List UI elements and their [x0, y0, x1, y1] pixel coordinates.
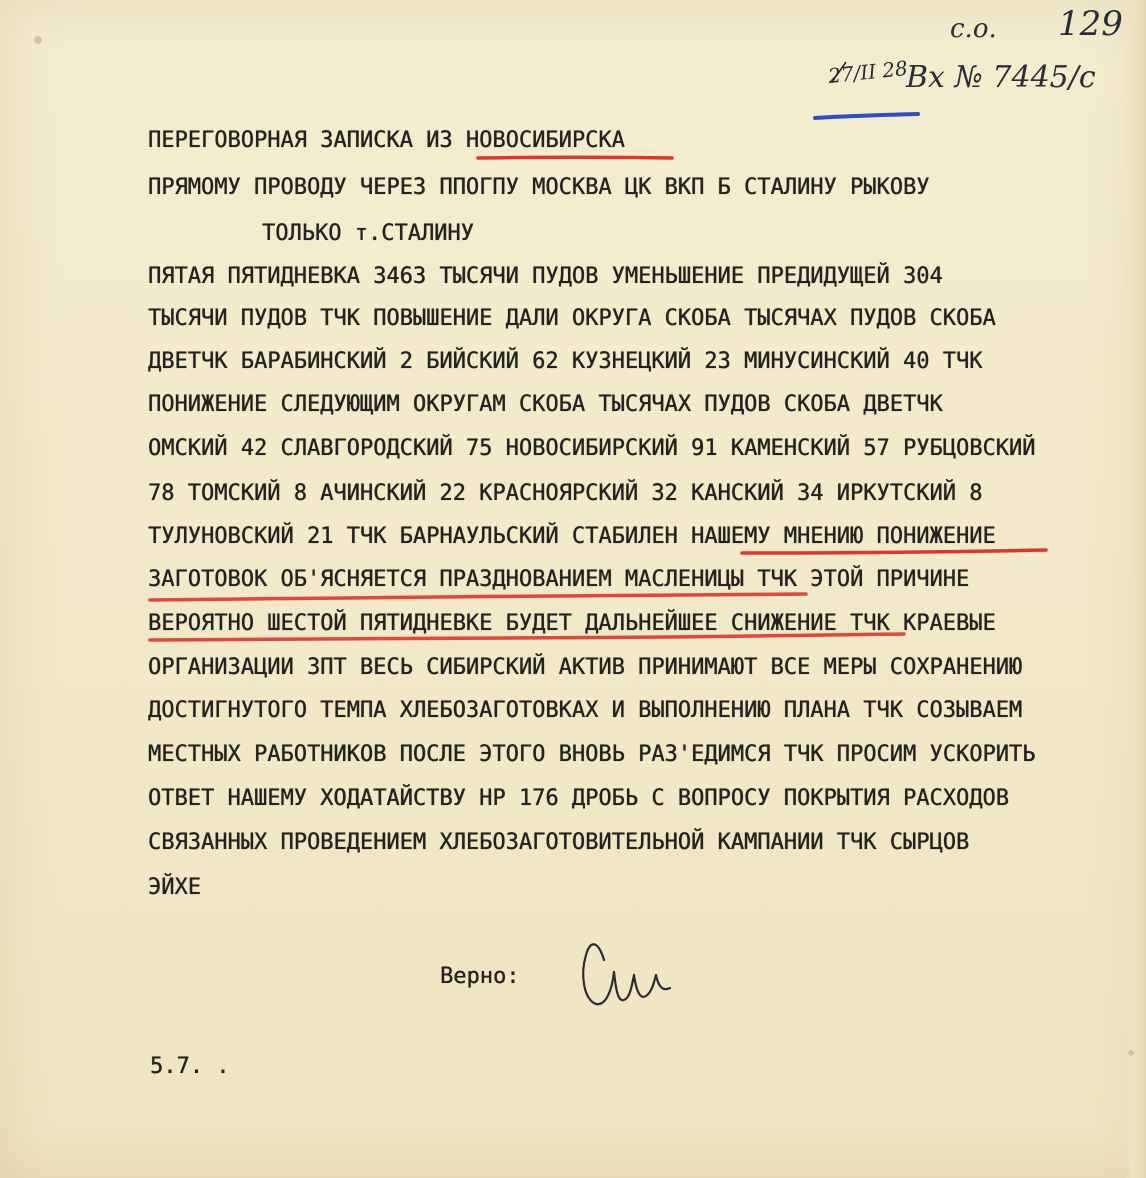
document-title: ПЕРЕГОВОРНАЯ ЗАПИСКА ИЗ НОВОСИБИРСКА [148, 128, 625, 153]
red-underline [150, 594, 806, 600]
body-line: ВЕРОЯТНО ШЕСТОЙ ПЯТИДНЕВКЕ БУДЕТ ДАЛЬНЕЙШЕЕ СНИЖЕНИЕ ТЧК КРАЕВЫЕ [148, 611, 996, 636]
body-line: 78 ТОМСКИЙ 8 АЧИНСКИЙ 22 КРАСНОЯРСКИЙ 32 КАНСКИЙ 34 ИРКУТСКИЙ 8 [148, 481, 983, 506]
red-underline [478, 157, 672, 158]
body-line: ПОНИЖЕНИЕ СЛЕДУЮЩИМ ОКРУГАМ СКОБА ТЫСЯЧАХ ПУДОВ СКОБА ДВЕТЧК [148, 392, 943, 417]
body-line: ОМСКИЙ 42 СЛАВГОРОДСКИЙ 75 НОВОСИБИРСКИЙ 91 КАМЕНСКИЙ 57 РУБЦОВСКИЙ [148, 436, 1036, 461]
body-line: ОТВЕТ НАШЕМУ ХОДАТАЙСТВУ НР 176 ДРОБЬ С ВОПРОСУ ПОКРЫТИЯ РАСХОДОВ [148, 786, 1009, 811]
certification-label: Верно: [440, 964, 520, 989]
address-line: ПРЯМОМУ ПРОВОДУ ЧЕРЕЗ ППОГПУ МОСКВА ЦК ВКП Б СТАЛИНУ РЫКОВУ [148, 175, 930, 200]
registration-date: 27/II 28 [826, 55, 909, 89]
registration-number: Вх № 7445/с [906, 60, 1096, 95]
red-underline [742, 550, 1046, 553]
body-line: ПЯТАЯ ПЯТИДНЕВКА 3463 ТЫСЯЧИ ПУДОВ УМЕНЬШЕНИЕ ПРЕДИДУЩЕЙ 304 [148, 264, 943, 289]
signature [583, 944, 670, 1004]
typist-mark: 5.7. . [150, 1054, 230, 1079]
mark-co: с.о. [950, 14, 997, 44]
body-line: ДОСТИГНУТОГО ТЕМПА ХЛЕБОЗАГОТОВКАХ И ВЫПОЛНЕНИЮ ПЛАНА ТЧК СОЗЫВАЕМ [148, 698, 1023, 723]
body-line: ОРГАНИЗАЦИИ ЗПТ ВЕСЬ СИБИРСКИЙ АКТИВ ПРИНИМАЮТ ВСЕ МЕРЫ СОХРАНЕНИЮ [148, 655, 1023, 680]
body-line: СВЯЗАННЫХ ПРОВЕДЕНИЕМ ХЛЕБОЗАГОТОВИТЕЛЬНОЙ КАМПАНИИ ТЧК СЫРЦОВ [148, 830, 970, 855]
body-line: ТУЛУНОВСКИЙ 21 ТЧК БАРНАУЛЬСКИЙ СТАБИЛЕН НАШЕМУ МНЕНИЮ ПОНИЖЕНИЕ [148, 524, 996, 549]
body-line: МЕСТНЫХ РАБОТНИКОВ ПОСЛЕ ЭТОГО ВНОВЬ РАЗ'ЕДИМСЯ ТЧК ПРОСИМ УСКОРИТЬ [148, 742, 1036, 767]
body-line: ЗАГОТОВОК ОБ'ЯСНЯЕТСЯ ПРАЗДНОВАНИЕМ МАСЛЕНИЦЫ ТЧК ЭТОЙ ПРИЧИНЕ [148, 567, 970, 592]
red-underline [150, 634, 904, 640]
body-line: ТЫСЯЧИ ПУДОВ ТЧК ПОВЫШЕНИЕ ДАЛИ ОКРУГА СКОБА ТЫСЯЧАХ ПУДОВ СКОБА [148, 306, 996, 331]
body-line: ДВЕТЧК БАРАБИНСКИЙ 2 БИЙСКИЙ 62 КУЗНЕЦКИЙ 23 МИНУСИНСКИЙ 40 ТЧК [148, 349, 983, 374]
page-number: 129 [1058, 4, 1123, 44]
blue-underline [815, 114, 918, 118]
body-line: ЭЙХЕ [148, 875, 201, 900]
pencil-stroke [832, 62, 846, 82]
addressee-line: ТОЛЬКО т.СТАЛИНУ [262, 221, 474, 246]
